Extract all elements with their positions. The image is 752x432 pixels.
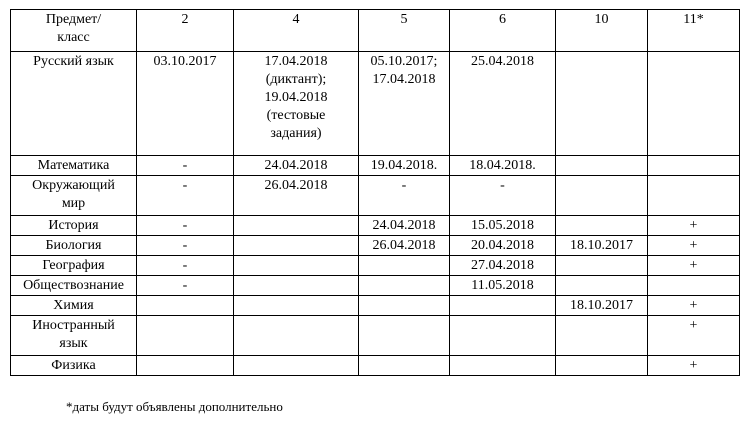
date-cell: 11.05.2018 — [450, 276, 556, 296]
subject-cell: Окружающий мир — [11, 176, 137, 216]
table-row — [11, 356, 740, 376]
date-cell — [359, 296, 450, 316]
date-cell: - — [137, 216, 234, 236]
date-cell — [234, 276, 359, 296]
date-cell — [234, 316, 359, 356]
subject-cell: Русский язык — [11, 52, 137, 156]
date-cell: 19.04.2018. — [359, 156, 450, 176]
date-cell: 20.04.2018 — [450, 236, 556, 256]
date-cell: + — [648, 256, 740, 276]
date-cell — [234, 256, 359, 276]
table-row — [11, 316, 740, 356]
date-cell: 18.10.2017 — [556, 236, 648, 256]
date-cell — [234, 296, 359, 316]
header-grade-2: 2 — [137, 10, 234, 52]
table-row — [11, 296, 740, 316]
date-cell — [556, 176, 648, 216]
date-cell: + — [648, 356, 740, 376]
date-cell: - — [137, 256, 234, 276]
schedule-table — [10, 9, 740, 376]
date-cell — [648, 52, 740, 156]
date-cell — [450, 356, 556, 376]
header-grade-5: 5 — [359, 10, 450, 52]
header-grade-6: 6 — [450, 10, 556, 52]
table-row — [11, 276, 740, 296]
date-cell — [137, 356, 234, 376]
date-cell: + — [648, 296, 740, 316]
subject-cell: Химия — [11, 296, 137, 316]
date-cell: 15.05.2018 — [450, 216, 556, 236]
subject-cell: Физика — [11, 356, 137, 376]
date-cell: - — [137, 176, 234, 216]
date-cell — [359, 276, 450, 296]
date-cell: 25.04.2018 — [450, 52, 556, 156]
date-cell — [137, 296, 234, 316]
date-cell — [556, 276, 648, 296]
subject-cell: Математика — [11, 156, 137, 176]
date-cell: - — [137, 276, 234, 296]
date-cell: 26.04.2018 — [359, 236, 450, 256]
table-row — [11, 256, 740, 276]
table-row — [11, 236, 740, 256]
date-cell: 24.04.2018 — [234, 156, 359, 176]
date-cell — [359, 356, 450, 376]
date-cell: 18.10.2017 — [556, 296, 648, 316]
date-cell — [450, 296, 556, 316]
table-row — [11, 176, 740, 216]
footnote: *даты будут объявлены дополнительно — [66, 399, 283, 414]
date-cell — [359, 256, 450, 276]
date-cell: 03.10.2017 — [137, 52, 234, 156]
date-cell: + — [648, 236, 740, 256]
subject-cell: География — [11, 256, 137, 276]
date-cell — [556, 216, 648, 236]
date-cell — [556, 256, 648, 276]
date-cell — [234, 356, 359, 376]
date-cell — [450, 316, 556, 356]
date-cell: + — [648, 216, 740, 236]
date-cell: 05.10.2017; 17.04.2018 — [359, 52, 450, 156]
date-cell — [137, 316, 234, 356]
date-cell — [648, 276, 740, 296]
header-subject-class: Предмет/ класс — [11, 10, 137, 52]
subject-cell: Иностранный язык — [11, 316, 137, 356]
date-cell: - — [359, 176, 450, 216]
date-cell — [648, 156, 740, 176]
table-row — [11, 52, 740, 156]
date-cell — [556, 156, 648, 176]
date-cell: 27.04.2018 — [450, 256, 556, 276]
table-row — [11, 156, 740, 176]
date-cell: - — [137, 236, 234, 256]
date-cell: 24.04.2018 — [359, 216, 450, 236]
date-cell — [234, 216, 359, 236]
date-cell — [556, 316, 648, 356]
subject-cell: Биология — [11, 236, 137, 256]
subject-cell: История — [11, 216, 137, 236]
date-cell: - — [450, 176, 556, 216]
date-cell: - — [137, 156, 234, 176]
date-cell: 18.04.2018. — [450, 156, 556, 176]
date-cell: + — [648, 316, 740, 356]
date-cell — [359, 316, 450, 356]
date-cell: 17.04.2018 (диктант); 19.04.2018 (тестовые задания) — [234, 52, 359, 156]
date-cell: 26.04.2018 — [234, 176, 359, 216]
date-cell — [556, 356, 648, 376]
header-grade-11: 11* — [648, 10, 740, 52]
date-cell — [234, 236, 359, 256]
subject-cell: Обществознание — [11, 276, 137, 296]
header-grade-10: 10 — [556, 10, 648, 52]
date-cell — [648, 176, 740, 216]
header-grade-4: 4 — [234, 10, 359, 52]
date-cell — [556, 52, 648, 156]
header-row — [11, 10, 740, 52]
table-row — [11, 216, 740, 236]
